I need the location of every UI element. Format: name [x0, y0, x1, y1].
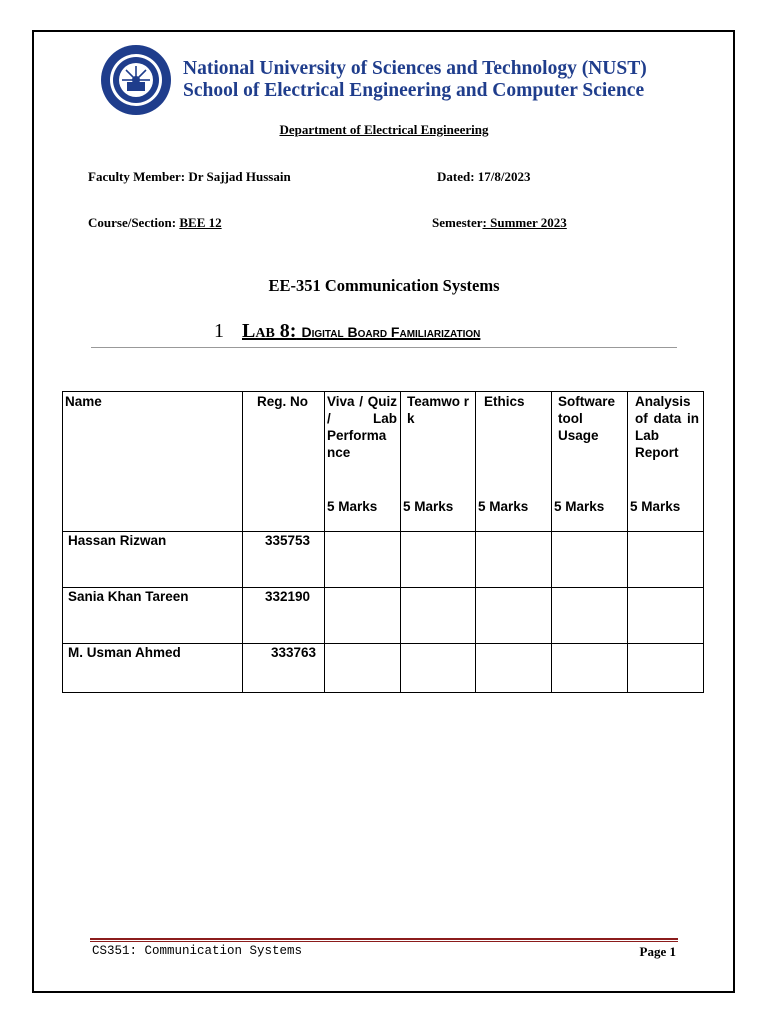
grade-cell[interactable] [552, 588, 628, 644]
header-reg-no: Reg. No [243, 392, 325, 532]
course-value: BEE 12 [179, 215, 222, 230]
date [437, 169, 531, 185]
school-name: School of Electrical Engineering and Computer Science [183, 80, 645, 101]
department-title: Department of Electrical Engineering [279, 122, 489, 137]
grade-cell[interactable] [552, 644, 628, 693]
lab-heading-number: 1 [214, 320, 224, 342]
dated-label: Dated: [437, 169, 478, 184]
header-software-marks: 5 Marks [554, 499, 605, 514]
dated-value: 17/8/2023 [477, 169, 531, 184]
student-name: Hassan Rizwan [63, 532, 243, 588]
grade-cell[interactable] [552, 532, 628, 588]
footer-course: CS351: Communication Systems [92, 944, 303, 958]
footer-rule [90, 938, 678, 940]
table-row [63, 588, 704, 644]
student-name: Sania Khan Tareen [63, 588, 243, 644]
header-viva: Viva / Quiz / Lab Performa nce 5 Marks [325, 392, 401, 532]
student-name: M. Usman Ahmed [63, 644, 243, 693]
semester-label: Semester [432, 215, 483, 230]
lab-heading [214, 320, 480, 343]
grade-cell[interactable] [401, 588, 476, 644]
grade-cell[interactable] [476, 532, 552, 588]
student-reg: 333763 [243, 644, 325, 693]
table-row [63, 532, 704, 588]
header-analysis: Analysis of data in Lab Report 5 Marks [628, 392, 704, 532]
table-header-row [63, 392, 704, 532]
faculty-label: Faculty Member: [88, 169, 189, 184]
faculty-value: Dr Sajjad Hussain [188, 169, 291, 184]
lab-title-main: Lab 8: [242, 320, 297, 342]
grade-cell[interactable] [628, 532, 704, 588]
semester-value: : Summer 2023 [482, 215, 567, 230]
heading-divider [91, 347, 677, 348]
faculty-member [88, 169, 291, 185]
header-ethics: Ethics 5 Marks [476, 392, 552, 532]
grade-cell[interactable] [325, 644, 401, 693]
nust-logo-icon [100, 44, 172, 116]
grade-cell[interactable] [476, 588, 552, 644]
header-name: Name [63, 392, 243, 532]
course-section [88, 215, 222, 231]
lab-title-sub: Digital Board Familiarization [301, 324, 481, 340]
grade-cell[interactable] [476, 644, 552, 693]
grade-cell[interactable] [325, 588, 401, 644]
header-software: Software tool Usage 5 Marks [552, 392, 628, 532]
header-analysis-marks: 5 Marks [630, 499, 681, 514]
student-reg: 332190 [243, 588, 325, 644]
grade-cell[interactable] [401, 644, 476, 693]
table-row [63, 644, 704, 693]
course-label: Course/Section: [88, 215, 180, 230]
lab-heading-title [242, 320, 480, 342]
footer-rule-thin [90, 941, 678, 942]
semester [432, 215, 567, 231]
grade-cell[interactable] [628, 588, 704, 644]
course-title: EE-351 Communication Systems [268, 276, 500, 295]
header-teamwork-marks: 5 Marks [403, 499, 454, 514]
grade-cell[interactable] [401, 532, 476, 588]
grade-cell[interactable] [628, 644, 704, 693]
university-name: National University of Sciences and Technology (NUST) [183, 58, 647, 79]
header-teamwork: Teamwo rk 5 Marks [401, 392, 476, 532]
grade-cell[interactable] [325, 532, 401, 588]
student-reg: 335753 [243, 532, 325, 588]
marks-table [62, 391, 704, 693]
header-ethics-marks: 5 Marks [478, 499, 529, 514]
footer-page-number: Page 1 [639, 944, 676, 959]
header-viva-marks: 5 Marks [327, 499, 378, 514]
